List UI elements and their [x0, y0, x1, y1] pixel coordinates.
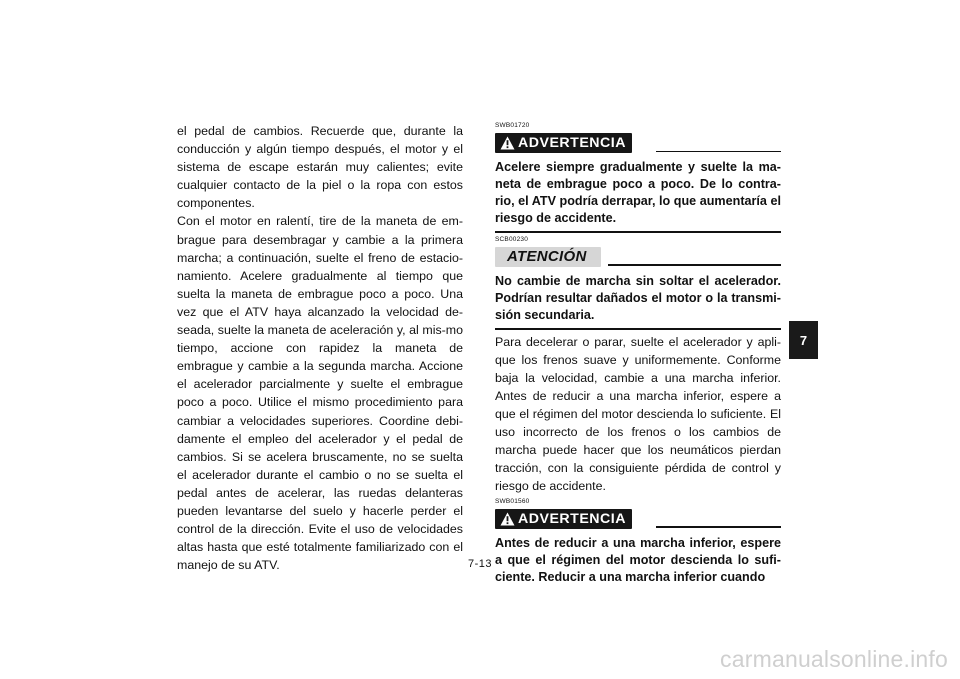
body-paragraph: Para decelerar o parar, suelte el acelerador y apli-que los frenos suave y uniformemente. Conforme baja la velocidad, cambie a una marcha inferior. Antes de reducir a una marcha inferior, espere a que el régimen del motor descienda lo suficiente. El uso incorrecto de los frenos o los cambios de marcha puede hacer que los neumáticos pierdan tracción, con la consiguiente pérdida de control y riesgo de accidente. — [495, 334, 781, 494]
header-rule — [656, 151, 781, 153]
watermark: carmanualsonline.info — [720, 646, 948, 672]
warning-triangle-icon — [500, 136, 515, 150]
warning-label: ADVERTENCIA — [518, 135, 626, 151]
warning-text: Antes de reducir a una marcha inferior, espere a que el régimen del motor descienda lo sufi-ciente. Reducir a una marcha inferior cuando — [495, 535, 781, 584]
caution-code: SCB00230 — [495, 235, 529, 243]
header-rule — [656, 526, 781, 528]
warning-header — [495, 509, 781, 531]
caution-text: No cambie de marcha sin soltar el acelerador. Podrían resultar dañados el motor o la transmi-sión secundaria. — [495, 273, 781, 323]
warning-block — [495, 122, 781, 233]
page-number: 7-13 — [467, 558, 493, 570]
right-column — [495, 122, 781, 586]
caution-end-rule — [495, 328, 781, 330]
warning-badge — [495, 509, 632, 529]
warning-header — [495, 133, 781, 155]
warning-end-rule — [495, 231, 781, 233]
warning-code: SWB01560 — [495, 497, 530, 505]
warning-text: Acelere siempre gradualmente y suelte la ma-neta de embrague poco a poco. De lo contra-rio, el ATV podría derrapar, lo que aumentaría el riesgo de accidente. — [495, 160, 781, 226]
body-paragraph: Con el motor en ralentí, tire de la maneta de em-brague para desembragar y cambie a la primera marcha; a continuación, suelte el freno de estacio-namiento. Acelere gradualmente al tiempo que suelta la maneta de embrague poco a poco. Una vez que el ATV haya alcanzado la velocidad de-seada, suelte la maneta de aceleración y, al mis-mo tiempo, accione con rapidez la maneta de embrague y cambie a la segunda marcha. Accione el acelerador parcialmente y suelte el embrague poco a poco. Utilice el mismo procedimiento para cambiar a velocidades superiores. Coordine debi-damente el empleo del acelerador y el pedal de cambios. Si se acelera bruscamente, no se suelta el acelerador durante el cambio o no se suelta el pedal antes de acelerar, las ruedas delanteras pueden levantarse del suelo y hacerle perder el control de la dirección. Evite el uso de velocidades altas hasta que esté totalmente familiarizado con el manejo de su ATV. — [177, 214, 463, 573]
body-paragraph: el pedal de cambios. Recuerde que, durante la conducción y algún tiempo después, el motor y el sistema de escape estarán muy calientes; evite cualquier contacto de la piel o la ropa con estos componentes. — [177, 124, 463, 211]
chapter-tab: 7 — [789, 321, 818, 359]
warning-block — [495, 498, 781, 586]
warning-badge — [495, 133, 632, 153]
left-column — [177, 122, 463, 574]
caution-header — [495, 247, 781, 269]
caution-label: ATENCIÓN — [507, 248, 587, 266]
caution-badge — [495, 247, 601, 267]
warning-code: SWB01720 — [495, 122, 530, 129]
caution-block — [495, 236, 781, 330]
warning-triangle-icon — [500, 512, 515, 526]
warning-label: ADVERTENCIA — [518, 510, 626, 527]
header-rule — [608, 264, 781, 266]
